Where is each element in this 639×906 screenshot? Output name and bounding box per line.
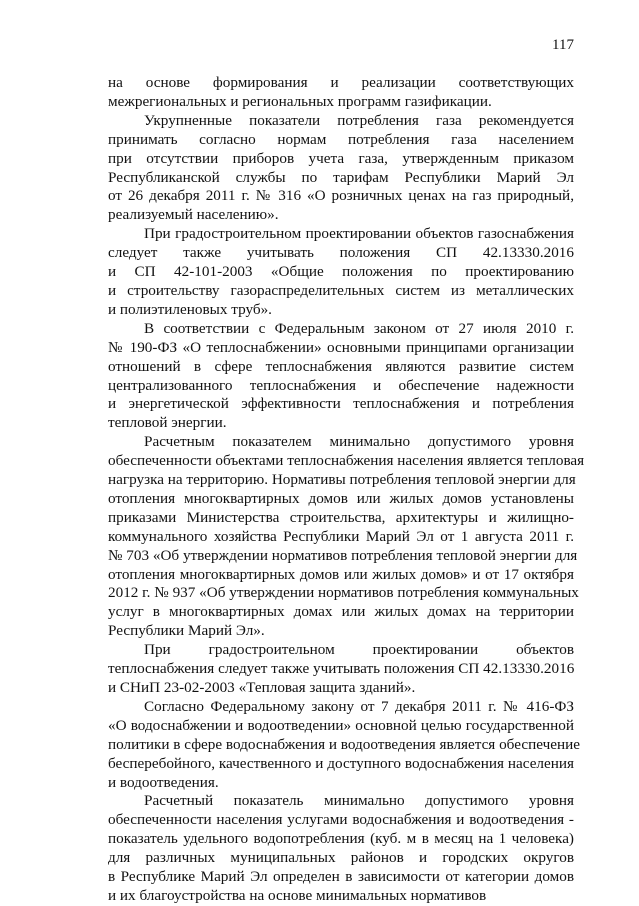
text-line: и водоотведения. <box>108 773 219 791</box>
text-line: отношений в сфере теплоснабжения являются развитие систем <box>108 357 574 375</box>
paragraph <box>108 433 585 641</box>
text-line: в Республике Марий Эл определен в зависимости от категории домов <box>108 868 574 886</box>
text-line: централизованного теплоснабжения и обеспечение надежности <box>108 376 574 394</box>
paragraph <box>108 320 574 433</box>
document-body <box>108 74 585 906</box>
text-line: «О водоснабжении и водоотведении» основной целью государственной <box>108 716 574 734</box>
paragraph <box>108 112 574 225</box>
text-line: и их благоустройства на основе минимальных нормативов <box>108 886 487 904</box>
text-line: коммунального хозяйства Республики Марий Эл от 1 августа 2011 г. <box>108 527 574 545</box>
text-line: и СНиП 23-02-2003 «Тепловая защита зданий». <box>108 679 416 696</box>
text-line: В соответствии с Федеральным законом от 27 июля 2010 г. <box>144 319 574 337</box>
text-line: для различных муниципальных районов и городских округов <box>108 849 574 867</box>
page-number: 117 <box>552 37 574 53</box>
text-line: Согласно Федеральному закону от 7 декабря 2011 г. № 416-ФЗ <box>144 697 574 715</box>
text-line: и полиэтиленовых труб». <box>108 300 272 318</box>
text-line: на основе формирования и реализации соответствующих <box>108 74 574 91</box>
text-line: отопления многоквартирных домов или жилых домов установлены <box>108 489 574 507</box>
paragraph <box>108 74 574 112</box>
text-line: 2012 г. № 937 «Об утверждении нормативов потребления коммунальных <box>108 584 579 602</box>
text-line: Расчетным показателем минимально допустимого уровня <box>144 433 574 451</box>
paragraph <box>108 225 574 320</box>
text-line: следует также учитывать положения СП 42.13330.2016 <box>108 244 574 262</box>
text-line: обеспеченности населения услугами водоснабжения и водоотведения - <box>108 811 574 829</box>
paragraph <box>108 697 580 793</box>
text-line: При градостроительном проектировании объектов <box>144 641 574 659</box>
text-line: принимать согласно нормам потребления газа населением <box>108 130 574 148</box>
text-line: реализуемый населению». <box>108 206 279 224</box>
text-line: и СП 42-101-2003 «Общие положения по проектированию <box>108 263 574 281</box>
text-line: Республиканской службы по тарифам Республики Марий Эл <box>108 168 574 186</box>
text-line: показатель удельного водопотребления (куб. м в месяц на 1 человека) <box>108 830 574 848</box>
text-line: Расчетный показатель минимально допустимого уровня <box>144 792 574 810</box>
text-line: и строительству газораспределительных систем из металлических <box>108 281 574 299</box>
text-line: теплоснабжения следует также учитывать положения СП 42.13330.2016 <box>108 660 575 678</box>
text-line: отопления многоквартирных домов или жилых домов» и от 17 октября <box>108 565 574 583</box>
text-line: межрегиональных и региональных программ газификации. <box>108 92 492 110</box>
text-line: нагрузка на территорию. Нормативы потребления тепловой энергии для <box>108 471 576 489</box>
text-line: № 703 «Об утверждении нормативов потребления тепловой энергии для <box>108 546 578 564</box>
text-line: услуг в многоквартирных домах или жилых домах на территории <box>108 603 574 621</box>
text-line: Укрупненные показатели потребления газа рекомендуется <box>144 111 574 129</box>
text-line: политики в сфере водоснабжения и водоотведения является обеспечение <box>108 735 580 753</box>
text-line: при отсутствии приборов учета газа, утвержденным приказом <box>108 149 574 167</box>
text-line: приказами Министерства строительства, архитектуры и жилищно- <box>108 508 574 526</box>
text-line: от 26 декабря 2011 г. № 316 «О розничных ценах на газ природный, <box>108 187 574 205</box>
paragraph <box>108 792 574 905</box>
text-line: обеспеченности объектами теплоснабжения населения является тепловая <box>108 452 585 470</box>
paragraph <box>108 641 574 698</box>
text-line: тепловой энергии. <box>108 414 227 432</box>
text-line: и энергетической эффективности теплоснабжения и потребления <box>108 395 574 413</box>
text-line: При градостроительном проектировании объектов газоснабжения <box>144 225 574 243</box>
text-line: бесперебойного, качественного и доступного водоснабжения населения <box>108 754 574 772</box>
text-line: Республики Марий Эл». <box>108 622 265 640</box>
text-line: № 190-ФЗ «О теплоснабжении» основными принципами организации <box>108 338 574 356</box>
